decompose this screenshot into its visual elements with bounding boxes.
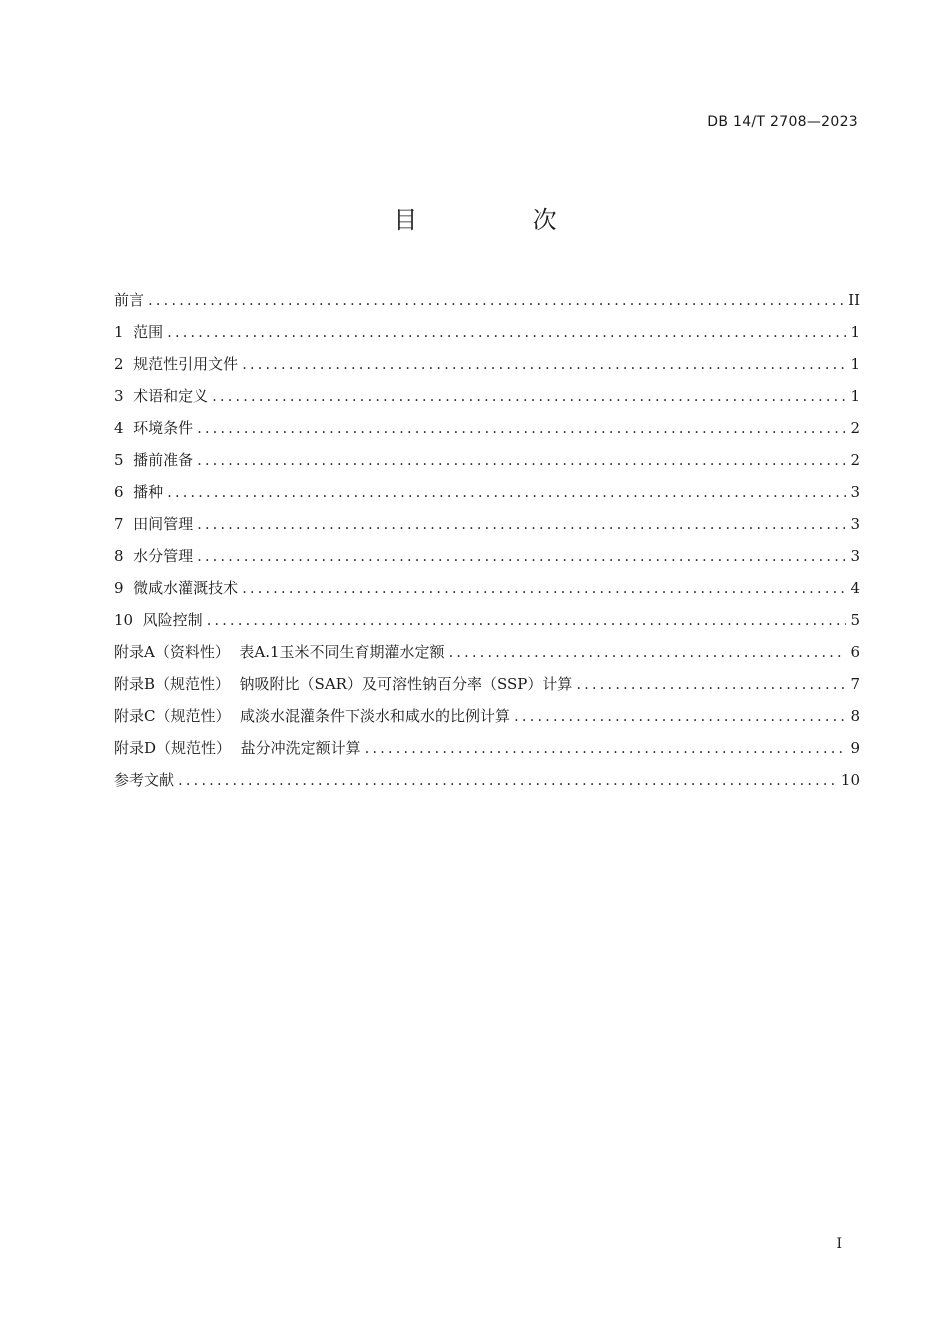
toc-entry-page: 3 (850, 547, 860, 565)
toc-entry-label: 4 环境条件 (114, 419, 194, 437)
toc-entry-field-management[interactable] (114, 508, 860, 540)
toc-entry-page: 1 (850, 323, 860, 341)
toc-entry-page: 1 (850, 387, 860, 405)
toc-leader-dots (178, 764, 837, 796)
toc-entry-page: 9 (850, 739, 860, 757)
toc-entry-page: 3 (850, 515, 860, 533)
toc-entry-page: 6 (850, 643, 860, 661)
toc-entry-page: 2 (850, 451, 860, 469)
toc-entry-appendix-c[interactable] (114, 700, 860, 732)
toc-entry-appendix-a[interactable] (114, 636, 860, 668)
toc-entry-label: 5 播前准备 (114, 451, 194, 469)
toc-entry-label: 6 播种 (114, 483, 164, 501)
toc-entry-label: 3 术语和定义 (114, 387, 209, 405)
toc-entry-normative-references[interactable] (114, 348, 860, 380)
toc-entry-appendix-b[interactable] (114, 668, 860, 700)
document-code: DB 14/T 2708—2023 (707, 114, 858, 130)
page-number: I (836, 1236, 842, 1252)
toc-leader-dots (242, 572, 846, 604)
toc-leader-dots (207, 604, 846, 636)
toc-entry-label: 7 田间管理 (114, 515, 194, 533)
toc-entry-terms-definitions[interactable] (114, 380, 860, 412)
toc-entry-label: 附录C（规范性） 咸淡水混灌条件下淡水和咸水的比例计算 (114, 707, 511, 725)
toc-entry-brackish-irrigation[interactable] (114, 572, 860, 604)
toc-leader-dots (148, 284, 844, 316)
toc-entry-environment[interactable] (114, 412, 860, 444)
toc-entry-page: 3 (850, 483, 860, 501)
toc-entry-page: 10 (840, 771, 860, 789)
toc-entry-page: 8 (850, 707, 860, 725)
toc-entry-label: 附录B（规范性） 钠吸附比（SAR）及可溶性钠百分率（SSP）计算 (114, 675, 573, 693)
toc-entry-label: 1 范围 (114, 323, 164, 341)
toc-entry-page: 5 (850, 611, 860, 629)
toc-entry-label: 10 风险控制 (114, 611, 203, 629)
toc-entry-label: 前言 (114, 291, 145, 309)
toc-leader-dots (242, 348, 846, 380)
toc-entry-page: 4 (850, 579, 860, 597)
toc-entry-label: 9 微咸水灌溉技术 (114, 579, 239, 597)
toc-entry-foreword[interactable] (114, 284, 860, 316)
toc-leader-dots (449, 636, 846, 668)
page-title: 目 次 (393, 206, 557, 234)
toc-entry-water-management[interactable] (114, 540, 860, 572)
toc-entry-label: 8 水分管理 (114, 547, 194, 565)
toc-entry-page: II (848, 291, 860, 309)
toc-entry-page: 2 (850, 419, 860, 437)
toc-entry-page: 7 (850, 675, 860, 693)
toc-leader-dots (197, 508, 846, 540)
toc-leader-dots (197, 540, 846, 572)
toc-entry-label: 附录D（规范性） 盐分冲洗定额计算 (114, 739, 361, 757)
toc-leader-dots (167, 316, 846, 348)
toc-entry-appendix-d[interactable] (114, 732, 860, 764)
toc-entry-label: 2 规范性引用文件 (114, 355, 239, 373)
toc-entry-sowing[interactable] (114, 476, 860, 508)
table-of-contents (114, 284, 860, 796)
toc-entry-label: 参考文献 (114, 771, 175, 789)
toc-leader-dots (576, 668, 846, 700)
toc-leader-dots (365, 732, 846, 764)
toc-entry-label: 附录A（资料性） 表A.1玉米不同生育期灌水定额 (114, 643, 445, 661)
toc-leader-dots (197, 412, 846, 444)
toc-entry-pre-sowing[interactable] (114, 444, 860, 476)
toc-entry-risk-control[interactable] (114, 604, 860, 636)
toc-leader-dots (514, 700, 846, 732)
toc-leader-dots (167, 476, 846, 508)
toc-leader-dots (212, 380, 846, 412)
toc-entry-bibliography[interactable] (114, 764, 860, 796)
toc-entry-scope[interactable] (114, 316, 860, 348)
toc-leader-dots (197, 444, 846, 476)
toc-entry-page: 1 (850, 355, 860, 373)
